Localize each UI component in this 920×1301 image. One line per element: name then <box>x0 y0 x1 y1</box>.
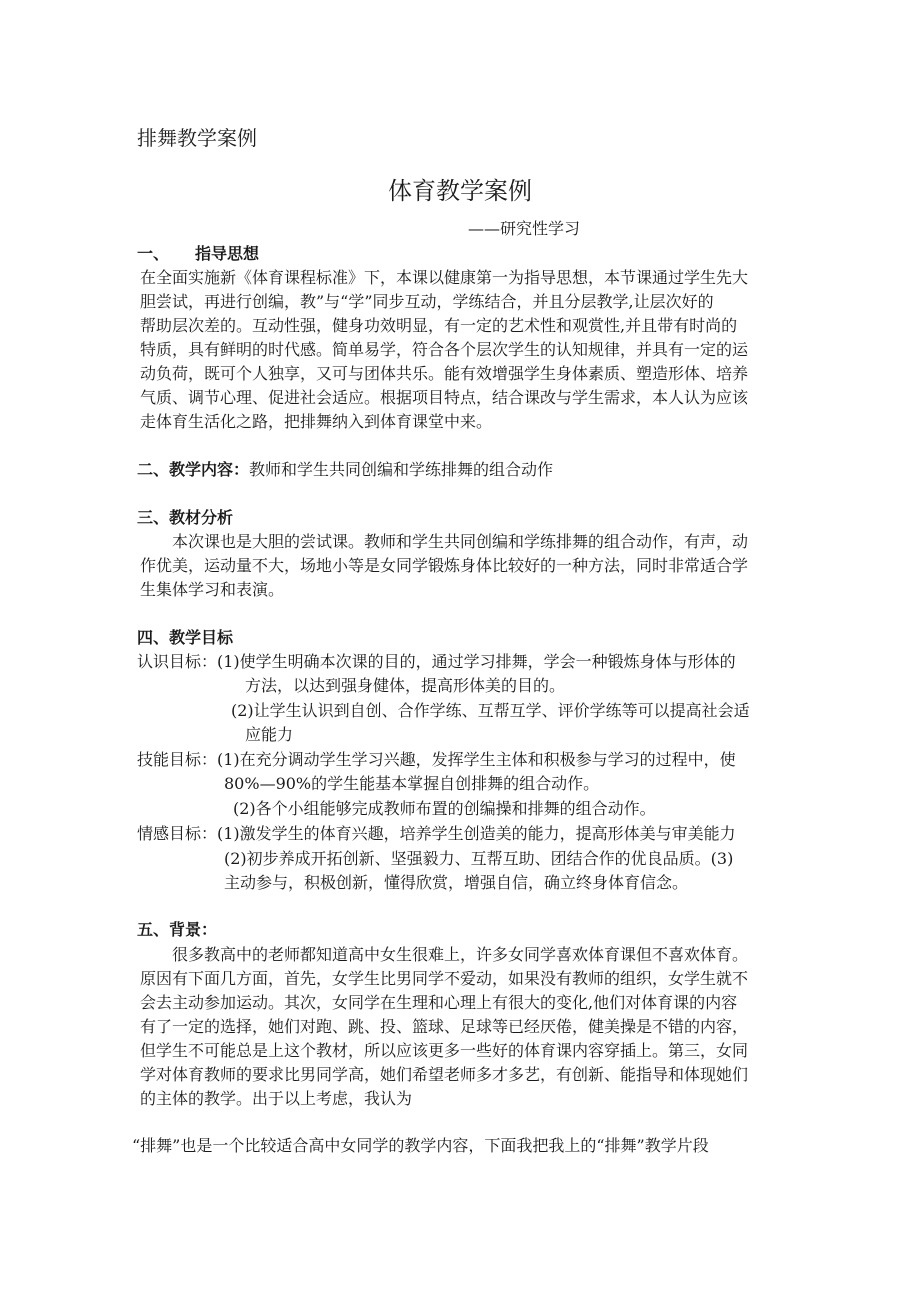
section-5-line: 的主体的教学。出于以上考虑，我认为 <box>140 1089 413 1108</box>
section-1-title <box>137 242 259 266</box>
goal-line: (2)让学生认识到自创、合作学练、互帮互学、评价学练等可以提高社会适 <box>231 701 750 720</box>
section-5-continuation: “排舞”也是一个比较适合高中女同学的教学内容，下面我把我上的“排舞”教学片段 <box>132 1136 709 1155</box>
goal-line: 认识目标：(1)使学生明确本次课的目的，通过学习排舞，学会一种锻炼身体与形体的 <box>137 652 736 671</box>
page-title: 体育教学案例 <box>388 177 532 205</box>
section-1-label: 指导思想 <box>195 244 260 263</box>
goal-line: 情感目标：(1)激发学生的体育兴趣，培养学生创造美的能力，提高形体美与审美能力 <box>137 824 736 843</box>
section-5-line: 原因有下面几方面，首先，女学生比男同学不爱动，如果没有教师的组织，女学生就不 <box>140 969 749 988</box>
goal-line: 80%—90%的学生能基本掌握自创排舞的组合动作。 <box>224 774 600 793</box>
document-heading: 排舞教学案例 <box>137 126 257 150</box>
section-1-line: 走体育生活化之路，把排舞纳入到体育课堂中来。 <box>140 412 493 431</box>
section-4-title: 四、教学目标 <box>137 628 234 647</box>
section-1-number: 一、 <box>137 244 170 263</box>
section-5-line: 学对体育教师的要求比男同学高，她们希望老师多才多艺，有创新、能指导和体现她们 <box>140 1065 749 1084</box>
section-1-line: 动负荷，既可个人独享，又可与团体共乐。能有效增强学生身体素质、塑造形体、培养 <box>140 364 749 383</box>
section-2-text: 教师和学生共同创编和学练排舞的组合动作 <box>249 460 554 479</box>
goal-line: (2)初步养成开拓创新、坚强毅力、互帮互助、团结合作的优良品质。(3) <box>224 849 734 868</box>
section-1-line: 气质、调节心理、促进社会适应。根据项目特点，结合课改与学生需求，本人认为应该 <box>140 388 749 407</box>
section-3-title: 三、教材分析 <box>137 508 234 527</box>
page-subtitle: ——研究性学习 <box>468 219 581 238</box>
section-2 <box>137 458 553 482</box>
section-1-line: 帮助层次差的。互动性强，健身功效明显，有一定的艺术性和观赏性,并且带有时尚的 <box>140 316 738 335</box>
section-2-title: 二、教学内容： <box>137 460 250 479</box>
section-1-line: 特质，具有鲜明的时代感。简单易学，符合各个层次学生的认知规律，并具有一定的运 <box>140 340 749 359</box>
section-5-line: 有了一定的选择，她们对跑、跳、投、篮球、足球等已经厌倦，健美操是不错的内容， <box>140 1017 749 1036</box>
section-3-line: 作优美，运动量不大，场地小等是女同学锻炼身体比较好的一种方法，同时非常适合学 <box>140 556 749 575</box>
goal-line: (2)各个小组能够完成教师布置的创编操和排舞的组合动作。 <box>233 799 656 818</box>
section-5-line: 很多教高中的老师都知道高中女生很难上，许多女同学喜欢体育课但不喜欢体育。 <box>172 945 749 964</box>
goal-line: 主动参与，积极创新，懂得欣赏，增强自信，确立终身体育信念。 <box>224 873 689 892</box>
goal-line: 技能目标：(1)在充分调动学生学习兴趣，发挥学生主体和积极参与学习的过程中，使 <box>137 750 736 769</box>
goal-line: 方法，以达到强身健体，提高形体美的目的。 <box>245 676 566 695</box>
section-3-line: 本次课也是大胆的尝试课。教师和学生共同创编和学练排舞的组合动作，有声，动 <box>172 532 749 551</box>
section-3-line: 生集体学习和表演。 <box>140 580 285 599</box>
section-5-line: 但学生不可能总是上这个教材，所以应该更多一些好的体育课内容穿插上。第三，女同 <box>140 1041 749 1060</box>
section-5-title: 五、背景： <box>137 920 218 939</box>
goal-line: 应能力 <box>245 725 294 744</box>
section-1-line: 在全面实施新《体育课程标准》下，本课以健康第一为指导思想，本节课通过学生先大 <box>140 268 749 287</box>
section-1-line: 胆尝试，再进行创编，教”与“学”同步互动，学练结合，并且分层教学,让层次好的 <box>140 292 714 311</box>
section-5-line: 会去主动参加运动。其次，女同学在生理和心理上有很大的变化,他们对体育课的内容 <box>140 993 738 1012</box>
